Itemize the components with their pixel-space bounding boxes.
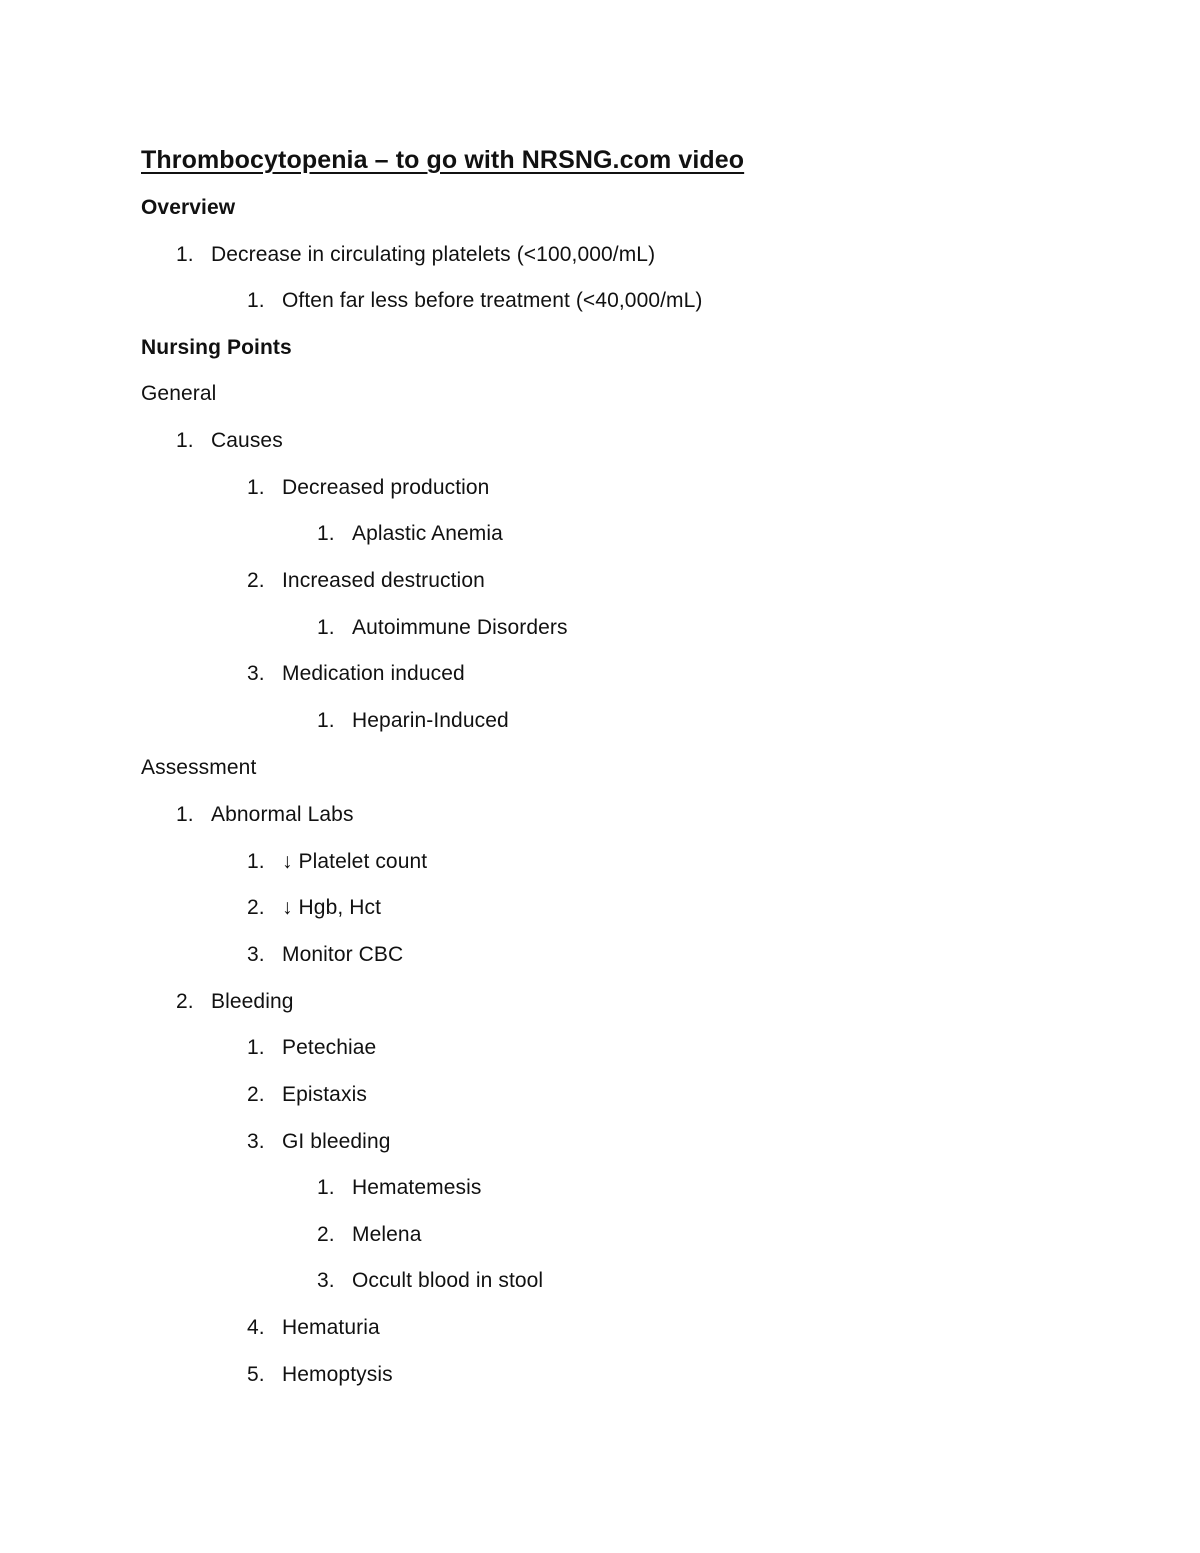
list-item-text: Decreased production (282, 476, 490, 499)
list-item-text: Aplastic Anemia (352, 522, 503, 545)
list-number: 5. (247, 1363, 265, 1386)
list-item-text: Autoimmune Disorders (352, 616, 568, 639)
list-number: 1. (247, 476, 265, 499)
list-item-text: Heparin-Induced (352, 709, 509, 732)
list-item-text: Often far less before treatment (<40,000/mL) (282, 289, 703, 312)
list-number: 1. (176, 803, 194, 826)
list-item-text: Occult blood in stool (352, 1269, 544, 1292)
list-number: 1. (317, 709, 335, 732)
list-item-text: Petechiae (282, 1036, 377, 1059)
list-number: 4. (247, 1316, 265, 1339)
list-number: 1. (247, 1036, 265, 1059)
list-item-text: Melena (352, 1223, 422, 1246)
list-item-text: Hematemesis (352, 1176, 482, 1199)
list-number: 1. (317, 1176, 335, 1199)
list-number: 3. (317, 1269, 335, 1292)
nursing-points-heading: Nursing Points (141, 336, 292, 359)
assessment-heading: Assessment (141, 756, 257, 779)
list-item-text: Bleeding (211, 990, 294, 1013)
general-heading: General (141, 382, 217, 405)
list-item-text: Epistaxis (282, 1083, 367, 1106)
list-number: 2. (176, 990, 194, 1013)
list-item-text: ↓ Platelet count (282, 850, 428, 873)
list-item-text: Hematuria (282, 1316, 380, 1339)
page-title: Thrombocytopenia – to go with NRSNG.com video (141, 146, 745, 174)
list-number: 1. (247, 289, 265, 312)
list-number: 1. (176, 429, 194, 452)
list-item-text: Medication induced (282, 662, 465, 685)
list-item-text: GI bleeding (282, 1130, 391, 1153)
list-number: 2. (247, 569, 265, 592)
list-item-text: Decrease in circulating platelets (<100,000/mL) (211, 243, 656, 266)
list-item-text: Hemoptysis (282, 1363, 393, 1386)
list-number: 3. (247, 662, 265, 685)
list-number: 2. (247, 896, 265, 919)
list-item-text: ↓ Hgb, Hct (282, 896, 382, 919)
list-number: 1. (317, 522, 335, 545)
list-number: 1. (176, 243, 194, 266)
list-item-text: Causes (211, 429, 283, 452)
overview-heading: Overview (141, 196, 236, 219)
list-item-text: Increased destruction (282, 569, 485, 592)
list-number: 2. (247, 1083, 265, 1106)
list-number: 3. (247, 1130, 265, 1153)
list-item-text: Abnormal Labs (211, 803, 354, 826)
list-number: 2. (317, 1223, 335, 1246)
list-number: 3. (247, 943, 265, 966)
list-item-text: Monitor CBC (282, 943, 404, 966)
list-number: 1. (247, 850, 265, 873)
list-number: 1. (317, 616, 335, 639)
